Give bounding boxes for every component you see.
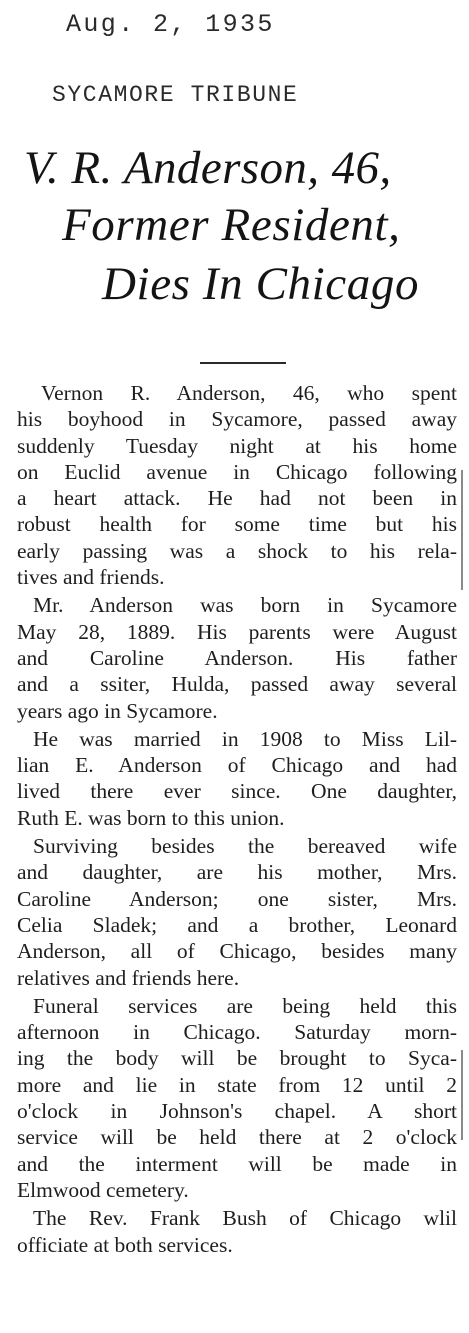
text-line: his boyhood in Sycamore, passed away xyxy=(17,407,457,432)
text-line: Elmwood cemetery. xyxy=(17,1177,189,1202)
text-line: early passing was a shock to his rela- xyxy=(17,538,457,563)
text-line: lian E. Anderson of Chicago and had xyxy=(17,753,457,778)
text-line: lived there ever since. One daughter, xyxy=(17,779,457,804)
text-line: ing the body will be brought to Syca- xyxy=(17,1046,457,1071)
text-line: officiate at both services. xyxy=(17,1232,233,1257)
paragraph-5 xyxy=(17,993,457,1203)
text-line: Vernon R. Anderson, 46, who spent xyxy=(41,381,457,405)
text-line: The Rev. Frank Bush of Chicago wlil xyxy=(33,1206,457,1231)
text-line: and the interment will be made in xyxy=(17,1151,457,1176)
headline-divider xyxy=(200,362,286,364)
text-line: o'clock in Johnson's chapel. A short xyxy=(17,1099,457,1124)
text-line: years ago in Sycamore. xyxy=(17,698,218,723)
text-line: May 28, 1889. His parents were August xyxy=(17,619,457,644)
text-line: Caroline Anderson; one sister, Mrs. xyxy=(17,886,457,911)
text-line: suddenly Tuesday night at his home xyxy=(17,433,457,458)
text-line: more and lie in state from 12 until 2 xyxy=(17,1072,457,1097)
text-line: afternoon in Chicago. Saturday morn- xyxy=(17,1020,457,1045)
article-body xyxy=(17,380,457,1260)
text-line: Surviving besides the bereaved wife xyxy=(33,834,457,859)
paragraph-1 xyxy=(17,380,457,590)
text-line: Anderson, all of Chicago, besides many xyxy=(17,939,457,964)
headline-line-3: Dies In Chicago xyxy=(102,258,420,310)
text-line: and a ssiter, Hulda, passed away several xyxy=(17,672,457,697)
paragraph-6 xyxy=(17,1205,457,1258)
text-line: Funeral services are being held this xyxy=(33,993,457,1018)
text-line: and daughter, are his mother, Mrs. xyxy=(17,860,457,885)
column-rule-fragment xyxy=(461,1050,463,1140)
column-rule-fragment xyxy=(461,470,463,590)
paragraph-4 xyxy=(17,833,457,991)
text-line: relatives and friends here. xyxy=(17,965,240,990)
headline-line-2: Former Resident, xyxy=(62,199,401,251)
text-line: Celia Sladek; and a brother, Leonard xyxy=(17,912,457,937)
text-line: on Euclid avenue in Chicago following xyxy=(17,459,457,484)
paragraph-2 xyxy=(17,592,457,723)
newspaper-name: SYCAMORE TRIBUNE xyxy=(52,82,299,108)
text-line: and Caroline Anderson. His father xyxy=(17,645,457,670)
headline-line-1: V. R. Anderson, 46, xyxy=(24,142,392,194)
text-line: tives and friends. xyxy=(17,565,165,590)
text-line: service will be held there at 2 o'clock xyxy=(17,1125,457,1150)
text-line: He was married in 1908 to Miss Lil- xyxy=(33,726,457,751)
clipping-date: Aug. 2, 1935 xyxy=(66,10,275,39)
paragraph-3 xyxy=(17,726,457,831)
text-line: a heart attack. He had not been in xyxy=(17,486,457,511)
text-line: Ruth E. was born to this union. xyxy=(17,805,285,830)
text-line: Mr. Anderson was born in Sycamore xyxy=(33,593,457,618)
text-line: robust health for some time but his xyxy=(17,512,457,537)
